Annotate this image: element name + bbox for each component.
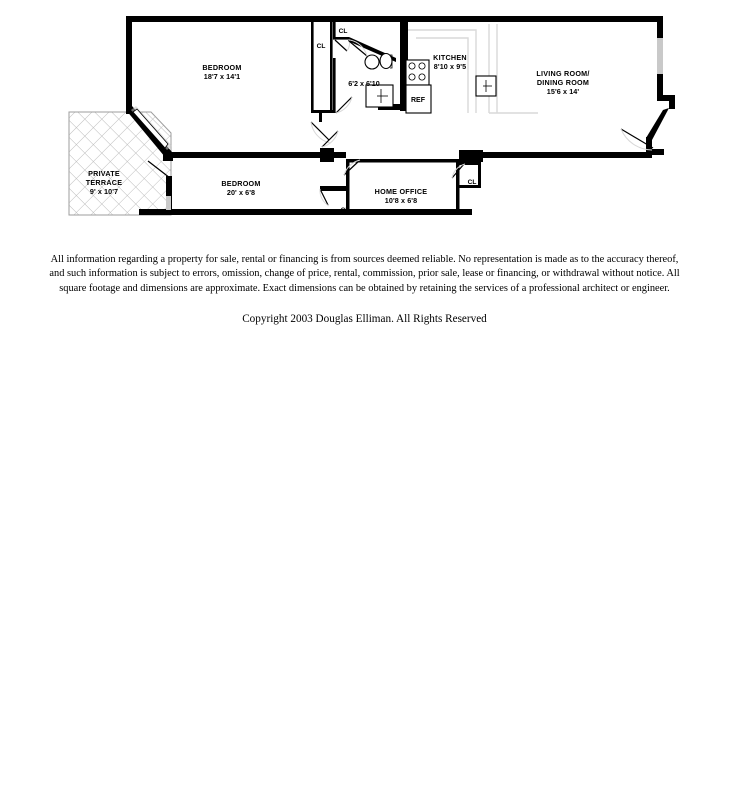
private-terrace-area xyxy=(69,112,171,215)
label-bedroom-1-name: BEDROOM xyxy=(202,63,242,72)
label-terrace-dimensions: 9' x 10'7 xyxy=(89,187,119,196)
legal-text-block xyxy=(0,253,729,325)
disclaimer-paragraph: All information regarding a property for sale, rental or financing is from sources deemed reliable. No representation is made as to the accuracy thereof, and such information is subject to errors, omission, change of price, rental, commission, prior sale, lease or financing, or withdrawal without notice. All square footage and dimensions are approximate. Exact dimensions can be obtained by retaining the services of a professional architect or engineer. xyxy=(49,254,680,294)
label-bedroom-2-name: BEDROOM xyxy=(221,179,261,188)
interior-walls xyxy=(320,19,483,210)
label-refrigerator: REF xyxy=(411,97,425,104)
label-kitchen-name: KITCHEN xyxy=(433,53,467,62)
toilet-icon xyxy=(365,55,379,69)
label-dining-room-name: DINING ROOM xyxy=(536,78,590,87)
label-closet-office: CL xyxy=(467,179,477,186)
label-closet-bedroom2: CL xyxy=(340,207,350,214)
label-bedroom-1-dimensions: 18'7 x 14'1 xyxy=(203,72,241,81)
label-bedroom-2-dimensions: 20' x 6'8 xyxy=(226,188,256,197)
floor-plan-svg xyxy=(0,0,729,245)
label-closet-hall: CL xyxy=(338,28,348,35)
label-bathroom-dimensions: 6'2 x 6'10 xyxy=(348,79,380,88)
label-living-room-name: LIVING ROOM/ xyxy=(536,69,590,78)
label-living-room-dimensions: 15'6 x 14' xyxy=(546,87,580,96)
label-terrace-name: PRIVATE xyxy=(88,169,120,178)
copyright-line: Copyright 2003 Douglas Elliman. All Rights Reserved xyxy=(242,312,487,325)
terrace-door-window xyxy=(166,196,171,210)
label-kitchen-dimensions: 8'10 x 9'5 xyxy=(433,62,467,71)
sink-icon xyxy=(380,54,392,69)
label-home-office-name: HOME OFFICE xyxy=(374,187,428,196)
label-home-office-dimensions: 10'8 x 6'8 xyxy=(384,196,418,205)
living-room-window xyxy=(657,38,663,74)
label-terrace-name-2: TERRACE xyxy=(85,178,123,187)
floor-plan-drawing xyxy=(0,0,729,245)
label-closet-bedroom1: CL xyxy=(316,43,326,50)
